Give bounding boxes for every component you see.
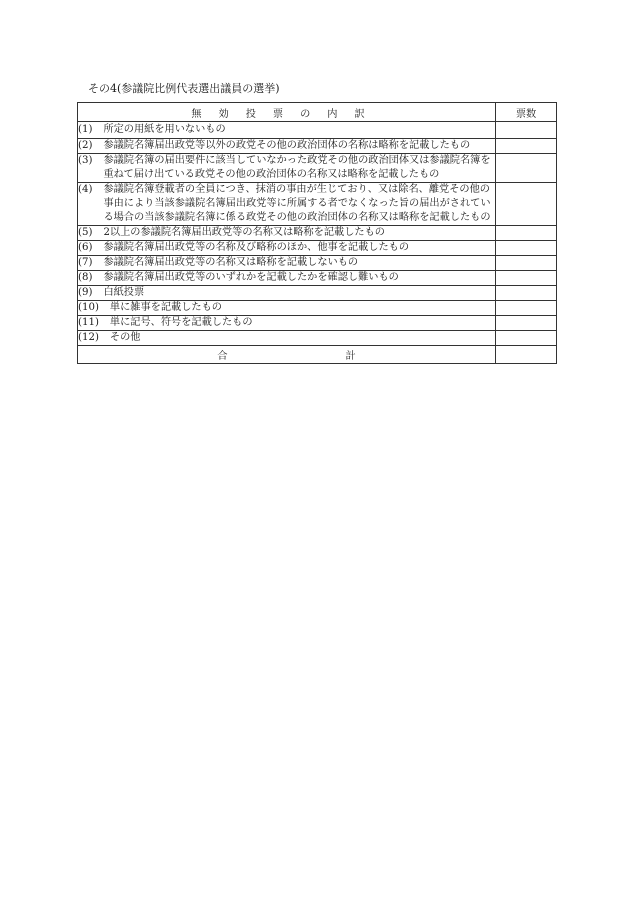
row-description xyxy=(78,271,496,286)
row-number: (3) xyxy=(78,155,93,166)
row-text: 所定の用紙を用いないもの xyxy=(103,124,226,135)
total-label-first: 合 xyxy=(217,351,228,362)
row-description xyxy=(78,154,496,183)
row-votes-cell[interactable] xyxy=(496,316,557,331)
table-row xyxy=(78,183,557,226)
row-description xyxy=(78,301,496,316)
row-text: 白紙投票 xyxy=(103,287,145,298)
row-votes-cell[interactable] xyxy=(496,139,557,154)
document-title: その4(参議院比例代表選出議員の選挙) xyxy=(88,82,280,95)
row-votes-cell[interactable] xyxy=(496,122,557,139)
row-votes-cell[interactable] xyxy=(496,183,557,226)
row-text: 参議院名簿届出政党等の名称及び略称のほか、他事を記載したもの xyxy=(103,242,410,253)
row-votes-cell[interactable] xyxy=(496,301,557,316)
table-row xyxy=(78,154,557,183)
row-text: 参議院名簿届出政党等の名称又は略称を記載しないもの xyxy=(103,257,359,268)
row-number: (11) xyxy=(78,317,99,328)
row-description xyxy=(78,241,496,256)
table-row xyxy=(78,256,557,271)
row-description xyxy=(78,226,496,241)
row-description xyxy=(78,286,496,301)
row-number: (2) xyxy=(78,140,93,151)
table-row xyxy=(78,241,557,256)
row-number: (4) xyxy=(78,184,93,195)
row-description xyxy=(78,122,496,139)
row-description xyxy=(78,139,496,154)
row-text: 単に記号、符号を記載したもの xyxy=(109,317,253,328)
total-votes-cell[interactable] xyxy=(496,346,557,364)
row-text: 参議院名簿の届出要件に該当していなかった政党その他の政治団体又は参議院名簿を重ねて届け出ている政党その他の政治団体の名称又は略称を記載したもの xyxy=(103,155,491,180)
table-row xyxy=(78,286,557,301)
row-number: (9) xyxy=(78,287,93,298)
table-row xyxy=(78,331,557,346)
row-description xyxy=(78,331,496,346)
row-number: (6) xyxy=(78,242,93,253)
row-description xyxy=(78,316,496,331)
total-row xyxy=(78,346,557,364)
table-row xyxy=(78,271,557,286)
header-description: 無効投票の内訳 xyxy=(78,103,496,122)
row-votes-cell[interactable] xyxy=(496,154,557,183)
total-label-second: 計 xyxy=(345,351,356,362)
invalid-votes-table xyxy=(77,102,557,364)
row-votes-cell[interactable] xyxy=(496,271,557,286)
row-text: 2以上の参議院名簿届出政党等の名称又は略称を記載したもの xyxy=(103,227,385,238)
row-number: (1) xyxy=(78,124,93,135)
row-text: 単に雑事を記載したもの xyxy=(109,302,222,313)
row-votes-cell[interactable] xyxy=(496,331,557,346)
row-votes-cell[interactable] xyxy=(496,226,557,241)
table-row xyxy=(78,139,557,154)
row-text: 参議院名簿届出政党等のいずれかを記載したかを確認し難いもの xyxy=(103,272,399,283)
row-votes-cell[interactable] xyxy=(496,256,557,271)
row-votes-cell[interactable] xyxy=(496,286,557,301)
row-description xyxy=(78,256,496,271)
table-row xyxy=(78,301,557,316)
table-header-row xyxy=(78,103,557,122)
row-number: (12) xyxy=(78,332,99,343)
row-text: 参議院名簿登載者の全員につき、抹消の事由が生じており、又は除名、離党その他の事由により当該参議院名簿届出政党等に所属する者でなくなった旨の届出がされている場合の当該参議院名簿に係る政党その他の政治団体の名称又は略称を記載したもの xyxy=(103,184,491,223)
header-votes: 票数 xyxy=(496,103,557,122)
row-number: (7) xyxy=(78,257,93,268)
row-votes-cell[interactable] xyxy=(496,241,557,256)
table-row xyxy=(78,316,557,331)
row-text: その他 xyxy=(109,332,141,343)
total-label xyxy=(78,346,496,364)
row-description xyxy=(78,183,496,226)
table-row xyxy=(78,226,557,241)
row-number: (10) xyxy=(78,302,99,313)
row-text: 参議院名簿届出政党等以外の政党その他の政治団体の名称は略称を記載したもの xyxy=(103,140,471,151)
table-row xyxy=(78,122,557,139)
row-number: (8) xyxy=(78,272,93,283)
row-number: (5) xyxy=(78,227,93,238)
